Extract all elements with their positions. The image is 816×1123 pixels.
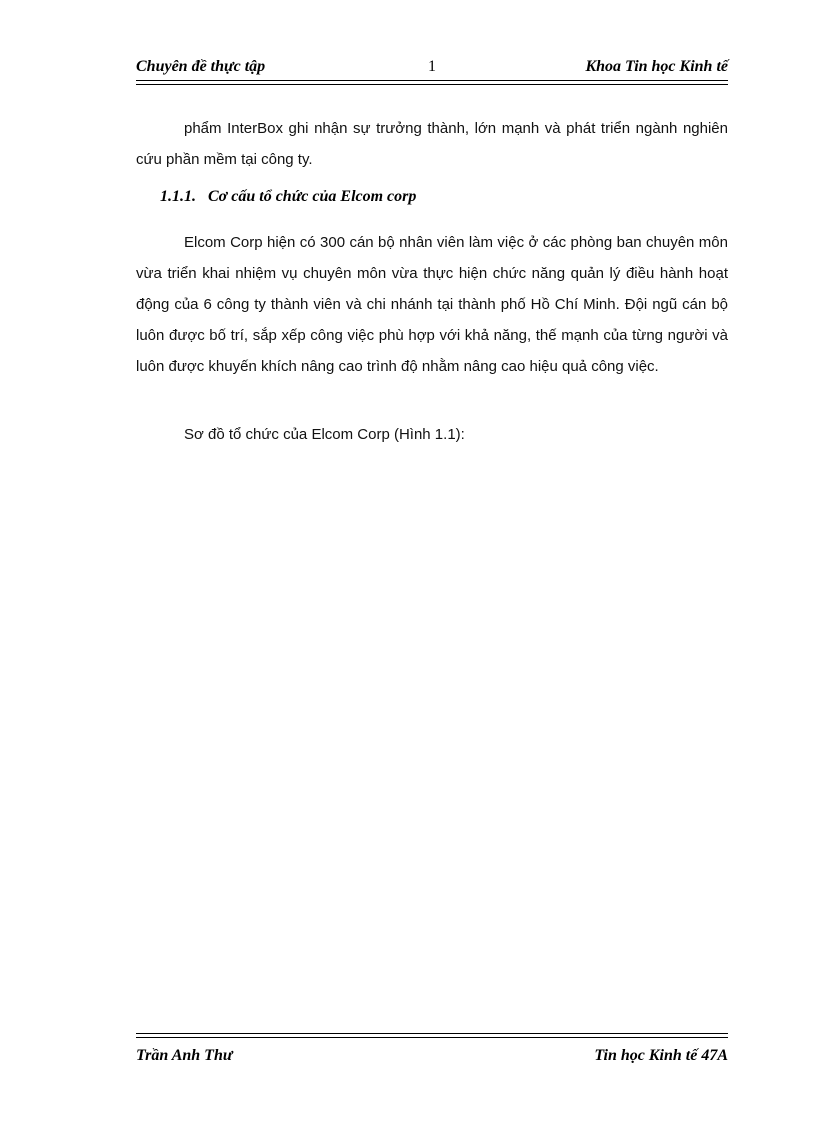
footer-author: Trần Anh Thư xyxy=(136,1047,233,1064)
header-divider xyxy=(136,80,728,85)
paragraph-chart-intro: Sơ đồ tổ chức của Elcom Corp (Hình 1.1): xyxy=(184,426,465,443)
page-number: 1 xyxy=(428,58,436,75)
header-document-title: Chuyên đề thực tập xyxy=(136,58,266,75)
paragraph-continued: phẩm InterBox ghi nhận sự trưởng thành, lớn mạnh và phát triển ngành nghiên cứu phần mềm tại công ty. xyxy=(136,120,728,168)
page-footer xyxy=(136,1047,728,1069)
section-heading xyxy=(160,188,416,206)
section-title: Cơ cấu tổ chức của Elcom corp xyxy=(208,188,417,205)
section-number: 1.1.1. xyxy=(160,188,196,205)
footer-class: Tin học Kinh tế 47A xyxy=(594,1047,728,1064)
footer-divider xyxy=(136,1033,728,1038)
page-header xyxy=(136,58,728,80)
header-department: Khoa Tin học Kinh tế xyxy=(585,58,728,75)
paragraph-staff: Elcom Corp hiện có 300 cán bộ nhân viên làm việc ở các phòng ban chuyên môn vừa triển khai nhiệm vụ chuyên môn vừa thực hiện chức năng quản lý điều hành hoạt động của 6 công ty thành viên và chi nhánh tại thành phố Hồ Chí Minh. Đội ngũ cán bộ luôn được bố trí, sắp xếp công việc phù hợp với khả năng, thế mạnh của từng người và luôn được khuyến khích nâng cao trình độ nhằm nâng cao hiệu quả công việc. xyxy=(136,234,728,375)
